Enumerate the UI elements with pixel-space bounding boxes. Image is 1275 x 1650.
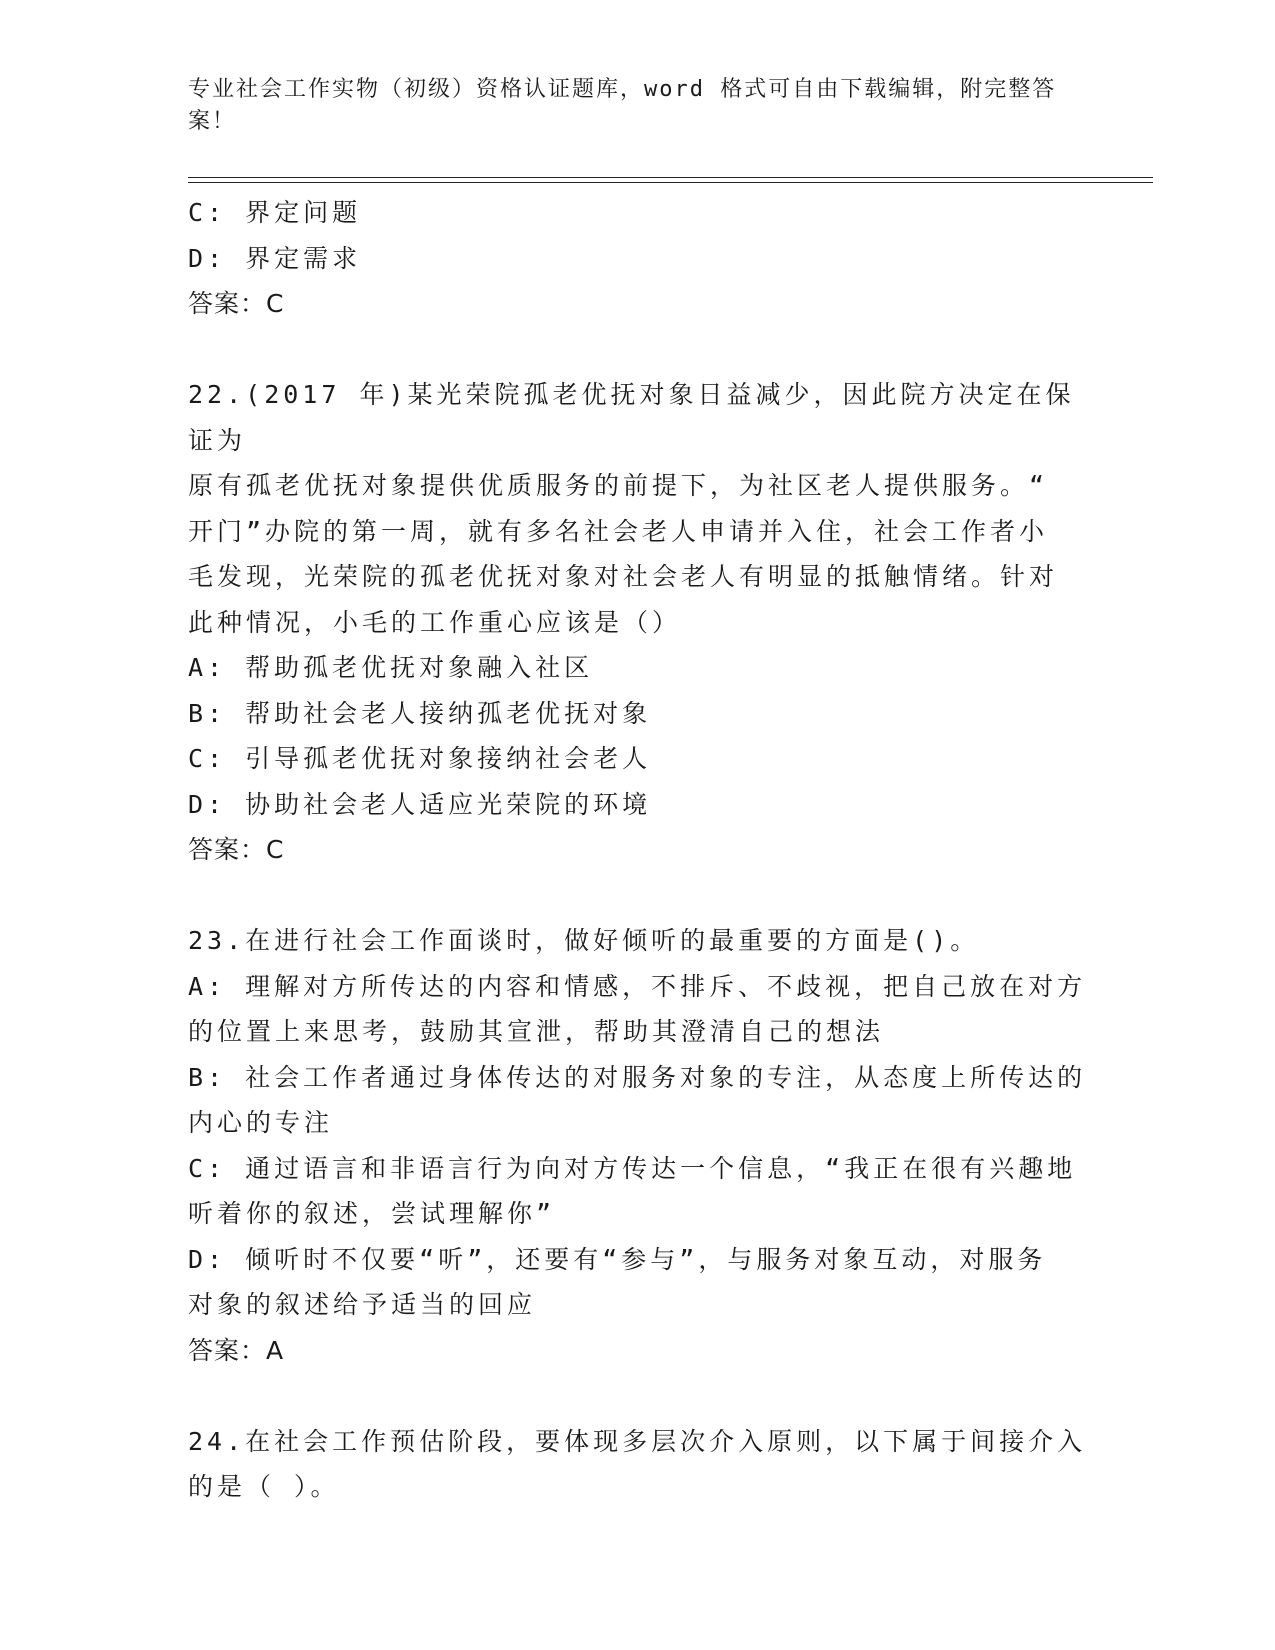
document-header: 专业社会工作实物（初级）资格认证题库，word 格式可自由下载编辑，附完整答案！ bbox=[188, 77, 1057, 134]
question-stem-line: 原有孤老优抚对象提供优质服务的前提下，为社区老人提供服务。“ bbox=[188, 471, 1049, 500]
question-22 bbox=[188, 372, 1088, 873]
question-stem-line: 开门”办院的第一周，就有多名社会老人申请并入住，社会工作者小 bbox=[188, 516, 1049, 546]
option-a: A: 帮助孤老优抚对象融入社区 bbox=[188, 653, 594, 682]
question-stem-line: 此种情况，小毛的工作重心应该是（） bbox=[188, 607, 682, 637]
option-d: D: 协助社会老人适应光荣院的环境 bbox=[188, 789, 652, 819]
question-stem-line: 24.在社会工作预估阶段，要体现多层次介入原则，以下属于间接介入 bbox=[188, 1426, 1087, 1456]
question-24 bbox=[188, 1419, 1088, 1510]
question-content bbox=[188, 190, 1088, 1510]
option-a-line: A: 理解对方所传达的内容和情感，不排斥、不歧视，把自己放在对方 bbox=[188, 971, 1087, 1001]
spacer bbox=[188, 327, 1088, 373]
question-stem-line: 的是（ ）。 bbox=[188, 1472, 340, 1501]
option-d-line: D: 倾听时不仅要“听”，还要有“参与”，与服务对象互动，对服务 bbox=[188, 1244, 1047, 1274]
spacer bbox=[188, 1373, 1088, 1419]
option-c: C: 引导孤老优抚对象接纳社会老人 bbox=[188, 744, 652, 773]
option-c-line: 听着你的叙述，尝试理解你” bbox=[188, 1199, 556, 1228]
question-stem-line: 毛发现，光荣院的孤老优抚对象对社会老人有明显的抵触情绪。针对 bbox=[188, 562, 1059, 591]
option-c-line: C: 通过语言和非语言行为向对方传达一个信息，“我正在很有兴趣地 bbox=[188, 1153, 1077, 1183]
option-a-line: 的位置上来思考，鼓励其宣泄，帮助其澄清自己的想法 bbox=[188, 1017, 885, 1046]
option-c: C: 界定问题 bbox=[188, 198, 362, 227]
question-23 bbox=[188, 918, 1088, 1373]
previous-question bbox=[188, 190, 1088, 327]
option-d: D: 界定需求 bbox=[188, 243, 362, 273]
question-stem-line: 22.(2017 年)某光荣院孤老优抚对象日益减少，因此院方决定在保证为 bbox=[188, 380, 1075, 455]
answer-line: 答案：A bbox=[188, 1335, 285, 1365]
header-rule-top bbox=[188, 177, 1153, 178]
answer-line: 答案：C bbox=[188, 289, 285, 318]
option-b-line: B: 社会工作者通过身体传达的对服务对象的专注，从态度上所传达的 bbox=[188, 1062, 1087, 1092]
spacer bbox=[188, 873, 1088, 919]
header-rule-bottom bbox=[188, 182, 1153, 183]
question-stem-line: 23.在进行社会工作面谈时，做好倾听的最重要的方面是()。 bbox=[188, 926, 980, 955]
option-b-line: 内心的专注 bbox=[188, 1108, 334, 1137]
answer-line: 答案：C bbox=[188, 835, 285, 864]
option-b: B: 帮助社会老人接纳孤老优抚对象 bbox=[188, 698, 652, 728]
option-d-line: 对象的叙述给予适当的回应 bbox=[188, 1290, 537, 1319]
